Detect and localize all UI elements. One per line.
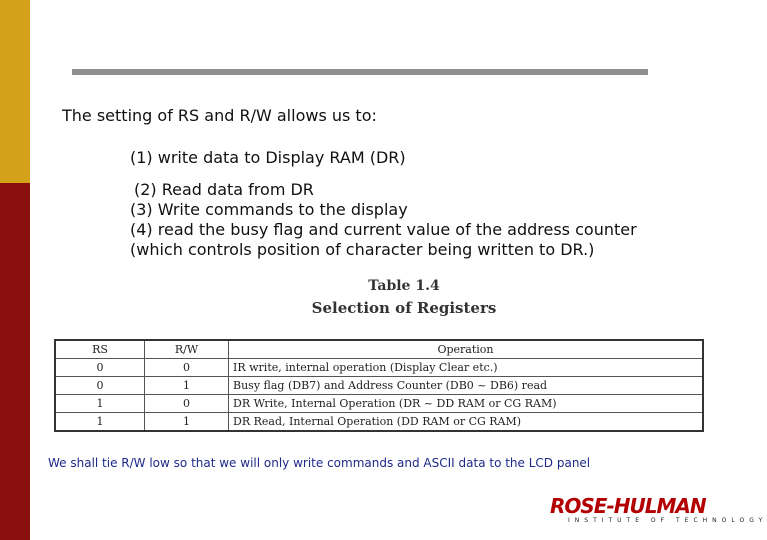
cell-operation: DR Read, Internal Operation (DD RAM or CG RAM) [229,413,704,432]
cell-rw: 0 [145,359,229,377]
cell-rs: 0 [55,377,145,395]
list-item: (which controls position of character being written to DR.) [130,240,595,259]
list-item: (2) Read data from DR [134,180,314,199]
sidebar-maroon-band [0,183,30,540]
title-divider [72,69,648,75]
cell-operation: IR write, internal operation (Display Clear etc.) [229,359,704,377]
logo-wordmark: ROSE-HULMAN [550,494,706,518]
cell-rs: 1 [55,413,145,432]
header-rs: RS [55,340,145,359]
cell-rw: 1 [145,377,229,395]
rose-hulman-logo [550,494,767,526]
table-header-row [55,340,703,359]
cell-rs: 1 [55,395,145,413]
cell-operation: DR Write, Internal Operation (DR ~ DD RAM or CG RAM) [229,395,704,413]
list-item: (1) write data to Display RAM (DR) [130,148,406,167]
cell-rw: 0 [145,395,229,413]
header-operation: Operation [229,340,704,359]
table-row [55,395,703,413]
table-caption: Table 1.4 [368,278,440,294]
register-selection-table [54,339,704,432]
capability-list [130,148,637,260]
table-row [55,413,703,432]
cell-rs: 0 [55,359,145,377]
list-item: (4) read the busy flag and current value of the address counter [130,220,637,239]
table-row [55,359,703,377]
table-subcaption: Selection of Registers [311,299,497,317]
cell-operation: Busy flag (DB7) and Address Counter (DB0 ~ DB6) read [229,377,704,395]
header-rw: R/W [145,340,229,359]
logo-tagline: INSTITUTE OF TECHNOLOGY [568,517,767,524]
intro-text: The setting of RS and R/W allows us to: [62,106,377,125]
footer-note: We shall tie R/W low so that we will only write commands and ASCII data to the LCD panel [48,456,591,470]
list-item: (3) Write commands to the display [130,200,408,219]
table-row [55,377,703,395]
sidebar-gold-band [0,0,30,183]
cell-rw: 1 [145,413,229,432]
